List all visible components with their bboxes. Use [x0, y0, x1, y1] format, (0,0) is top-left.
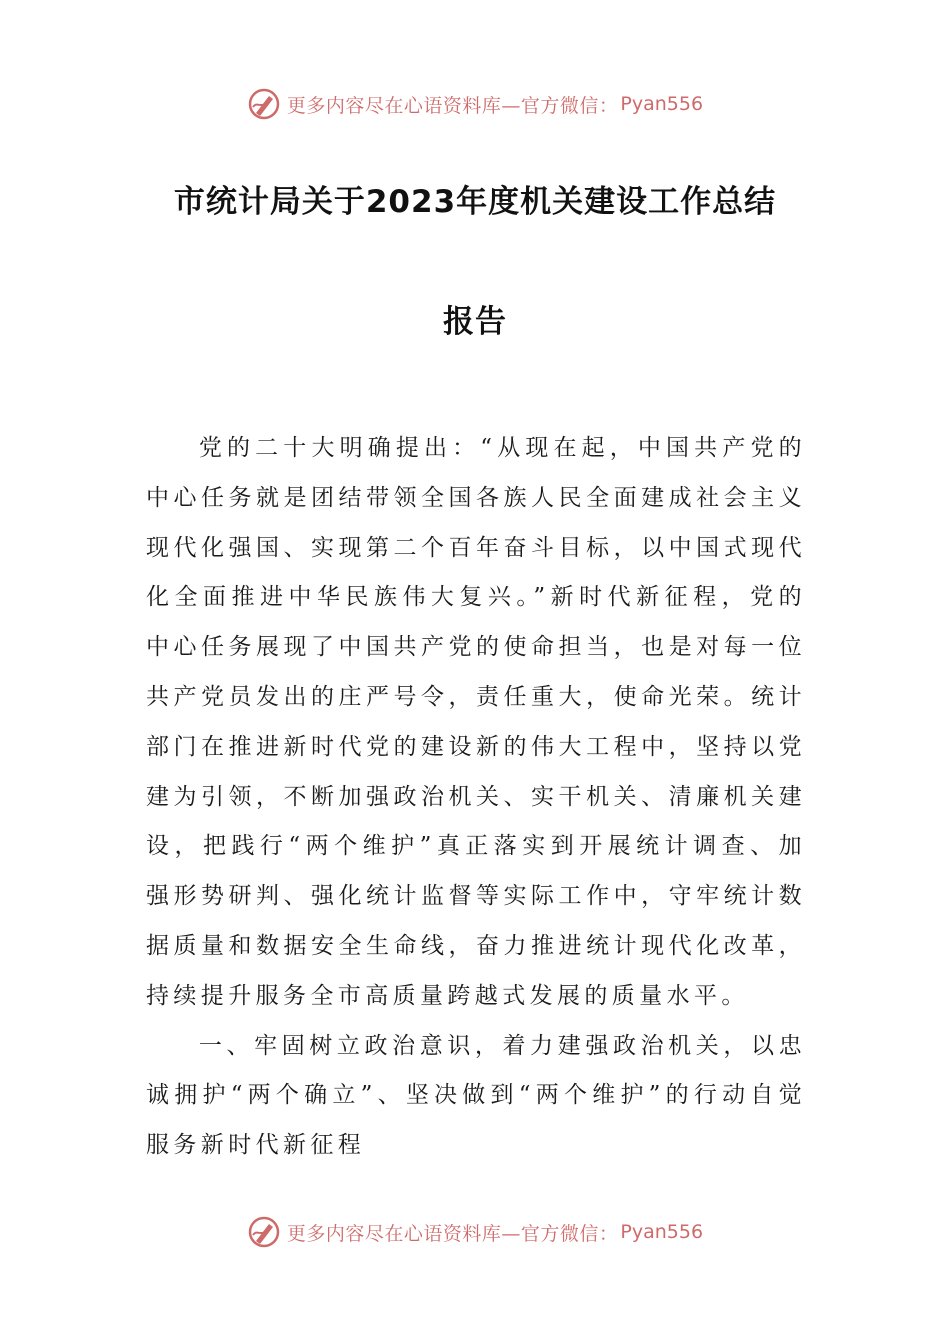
- watermark-handle: Pyan556: [620, 93, 704, 115]
- document-title: 市统计局关于2023年度机关建设工作总结: [173, 184, 777, 220]
- paragraph-section-heading: 一、牢固树立政治意识，着力建强政治机关，以忠诚拥护“两个确立”、坚决做到“两个维护”的行动自觉服务新时代新征程: [146, 1032, 806, 1159]
- document-body: [146, 424, 806, 1171]
- pen-logo-icon: [247, 87, 281, 121]
- paragraph-intro: 党的二十大明确提出：“从现在起，中国共产党的中心任务就是团结带领全国各族人民全面建成社会主义现代化强国、实现第二个百年奋斗目标，以中国式现代化全面推进中华民族伟大复兴。”新时代新征程，党的中心任务展现了中国共产党的使命担当，也是对每一位共产党员发出的庄严号令，责任重大，使命光荣。统计部门在推进新时代党的建设新的伟大工程中，坚持以党建为引领，不断加强政治机关、实干机关、清廉机关建设，把践行“两个维护”真正落实到开展统计调查、加强形势研判、强化统计监督等实际工作中，守牢统计数据质量和数据安全生命线，奋力推进统计现代化改革，持续提升服务全市高质量跨越式发展的质量水平。: [146, 435, 806, 1009]
- pen-logo-icon: [247, 1215, 281, 1249]
- watermark-footer: [0, 1212, 950, 1252]
- document-title-continued: 报告: [443, 304, 507, 340]
- watermark-header: [0, 84, 950, 124]
- watermark-text: 更多内容尽在心语资料库—官方微信：: [286, 1222, 619, 1245]
- watermark-text: 更多内容尽在心语资料库—官方微信：: [286, 94, 619, 117]
- watermark-handle: Pyan556: [620, 1221, 704, 1243]
